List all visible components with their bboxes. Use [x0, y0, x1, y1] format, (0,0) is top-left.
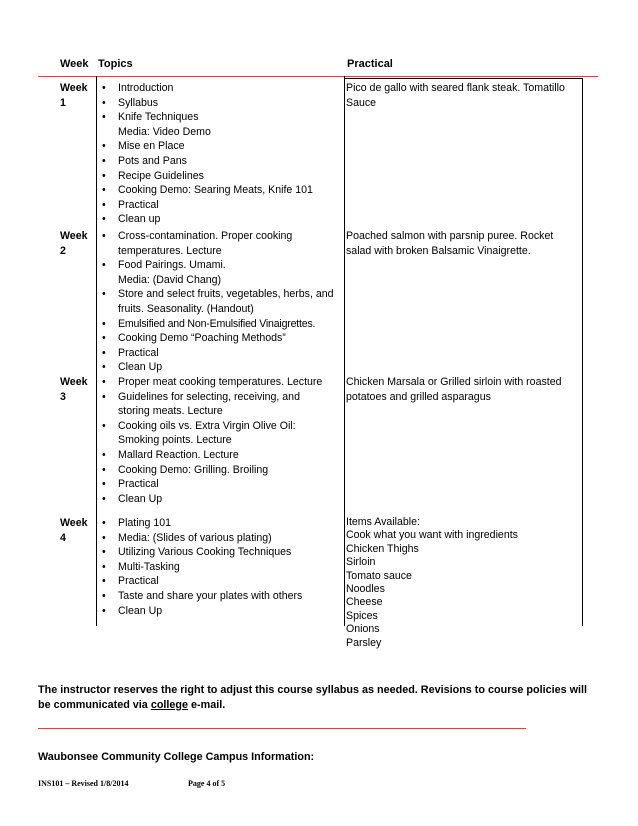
- list-item: • Plating 101: [100, 516, 344, 531]
- practical-text: Pico de gallo with seared flank steak. Tomatillo Sauce: [346, 82, 565, 109]
- list-item: • Multi-Tasking: [100, 560, 344, 575]
- footer-page-number: Page 4 of 5: [188, 779, 226, 788]
- list-item: • Practical: [100, 477, 344, 492]
- divider-week-topics: [96, 76, 97, 626]
- list-item: • Clean up: [100, 212, 340, 227]
- list-item: Chicken Thighs: [346, 542, 419, 555]
- divider-topics-practical: [344, 76, 345, 626]
- header-practical: Practical: [347, 58, 393, 70]
- list-item: Sirloin: [346, 556, 376, 569]
- practical-text: Poached salmon with parsnip puree. Rocket salad with broken Balsamic Vinaigrette.: [346, 230, 554, 257]
- list-item: • Practical: [100, 346, 344, 361]
- table-right-border: [582, 78, 583, 626]
- list-item: Tomato sauce: [346, 569, 412, 582]
- week-label: Week 2: [60, 230, 88, 257]
- list-item: • Mise en Place: [100, 139, 340, 154]
- header-week: Week: [60, 58, 89, 70]
- list-item: • Recipe Guidelines: [100, 169, 340, 184]
- list-item: Onions: [346, 623, 380, 636]
- list-item: • Cooking oils vs. Extra Virgin Olive Oil: Smoking points. Lecture: [100, 419, 344, 448]
- practical-text: Chicken Marsala or Grilled sirloin with roasted potatoes and grilled asparagus: [346, 376, 562, 403]
- list-item: • Proper meat cooking temperatures. Lecture: [100, 375, 344, 390]
- week-label: Week 3: [60, 376, 88, 403]
- list-item: • Utilizing Various Cooking Techniques: [100, 545, 344, 560]
- header-red-line: [38, 76, 598, 77]
- list-item: • Media: (Slides of various plating): [100, 531, 344, 546]
- list-item: Noodles: [346, 583, 385, 596]
- list-item: • Knife Techniques Media: Video Demo: [100, 110, 340, 139]
- list-item: • Taste and share your plates with others: [100, 589, 344, 604]
- list-item: Cook what you want with ingredients: [346, 529, 518, 542]
- list-item: • Guidelines for selecting, receiving, and storing meats. Lecture: [100, 390, 344, 419]
- list-item: Cheese: [346, 596, 383, 609]
- header-topics: Topics: [98, 58, 133, 70]
- list-item: • Practical: [100, 574, 344, 589]
- list-item: Parsley: [346, 636, 382, 649]
- list-item: • Practical: [100, 198, 340, 213]
- list-item: • Cooking Demo: Grilling. Broiling: [100, 463, 344, 478]
- section-divider: [38, 728, 526, 729]
- practical-list: [346, 516, 578, 650]
- header-rule: [345, 78, 582, 79]
- list-item: Items Available:: [346, 516, 421, 528]
- list-item: • Clean Up: [100, 492, 344, 507]
- list-item: • Syllabus: [100, 96, 340, 111]
- topics-list: [100, 516, 344, 618]
- week-label: Week 1: [60, 82, 88, 109]
- list-item: • Cooking Demo “Poaching Methods”: [100, 331, 344, 346]
- footer-doc-id: INS101 – Revised 1/8/2014: [38, 779, 129, 788]
- week-label: Week 4: [60, 517, 88, 544]
- list-item: • Cooking Demo: Searing Meats, Knife 101: [100, 183, 340, 198]
- list-item: • Store and select fruits, vegetables, herbs, and fruits. Seasonality. (Handout): [100, 287, 344, 316]
- topics-list: [100, 229, 344, 375]
- list-item: • Clean Up: [100, 360, 344, 375]
- list-item: • Food Pairings. Umami. Media: (David Chang): [100, 258, 344, 287]
- list-item: • Introduction: [100, 81, 340, 96]
- list-item: • Cross-contamination. Proper cooking temperatures. Lecture: [100, 229, 344, 258]
- campus-info-heading: Waubonsee Community College Campus Information:: [38, 751, 315, 763]
- college-email-link[interactable]: college: [150, 698, 189, 711]
- list-item: Spices: [346, 609, 378, 622]
- list-item: • Pots and Pans: [100, 154, 340, 169]
- list-item: • Emulsified and Non-Emulsified Vinaigrettes.: [100, 317, 344, 332]
- list-item: • Mallard Reaction. Lecture: [100, 448, 344, 463]
- list-item: • Clean Up: [100, 604, 344, 619]
- topics-list: [100, 81, 340, 227]
- topics-list: [100, 375, 344, 506]
- syllabus-notice: The instructor reserves the right to adjust this course syllabus as needed. Revisions to course policies will be communicated via college e-mail.: [38, 684, 588, 711]
